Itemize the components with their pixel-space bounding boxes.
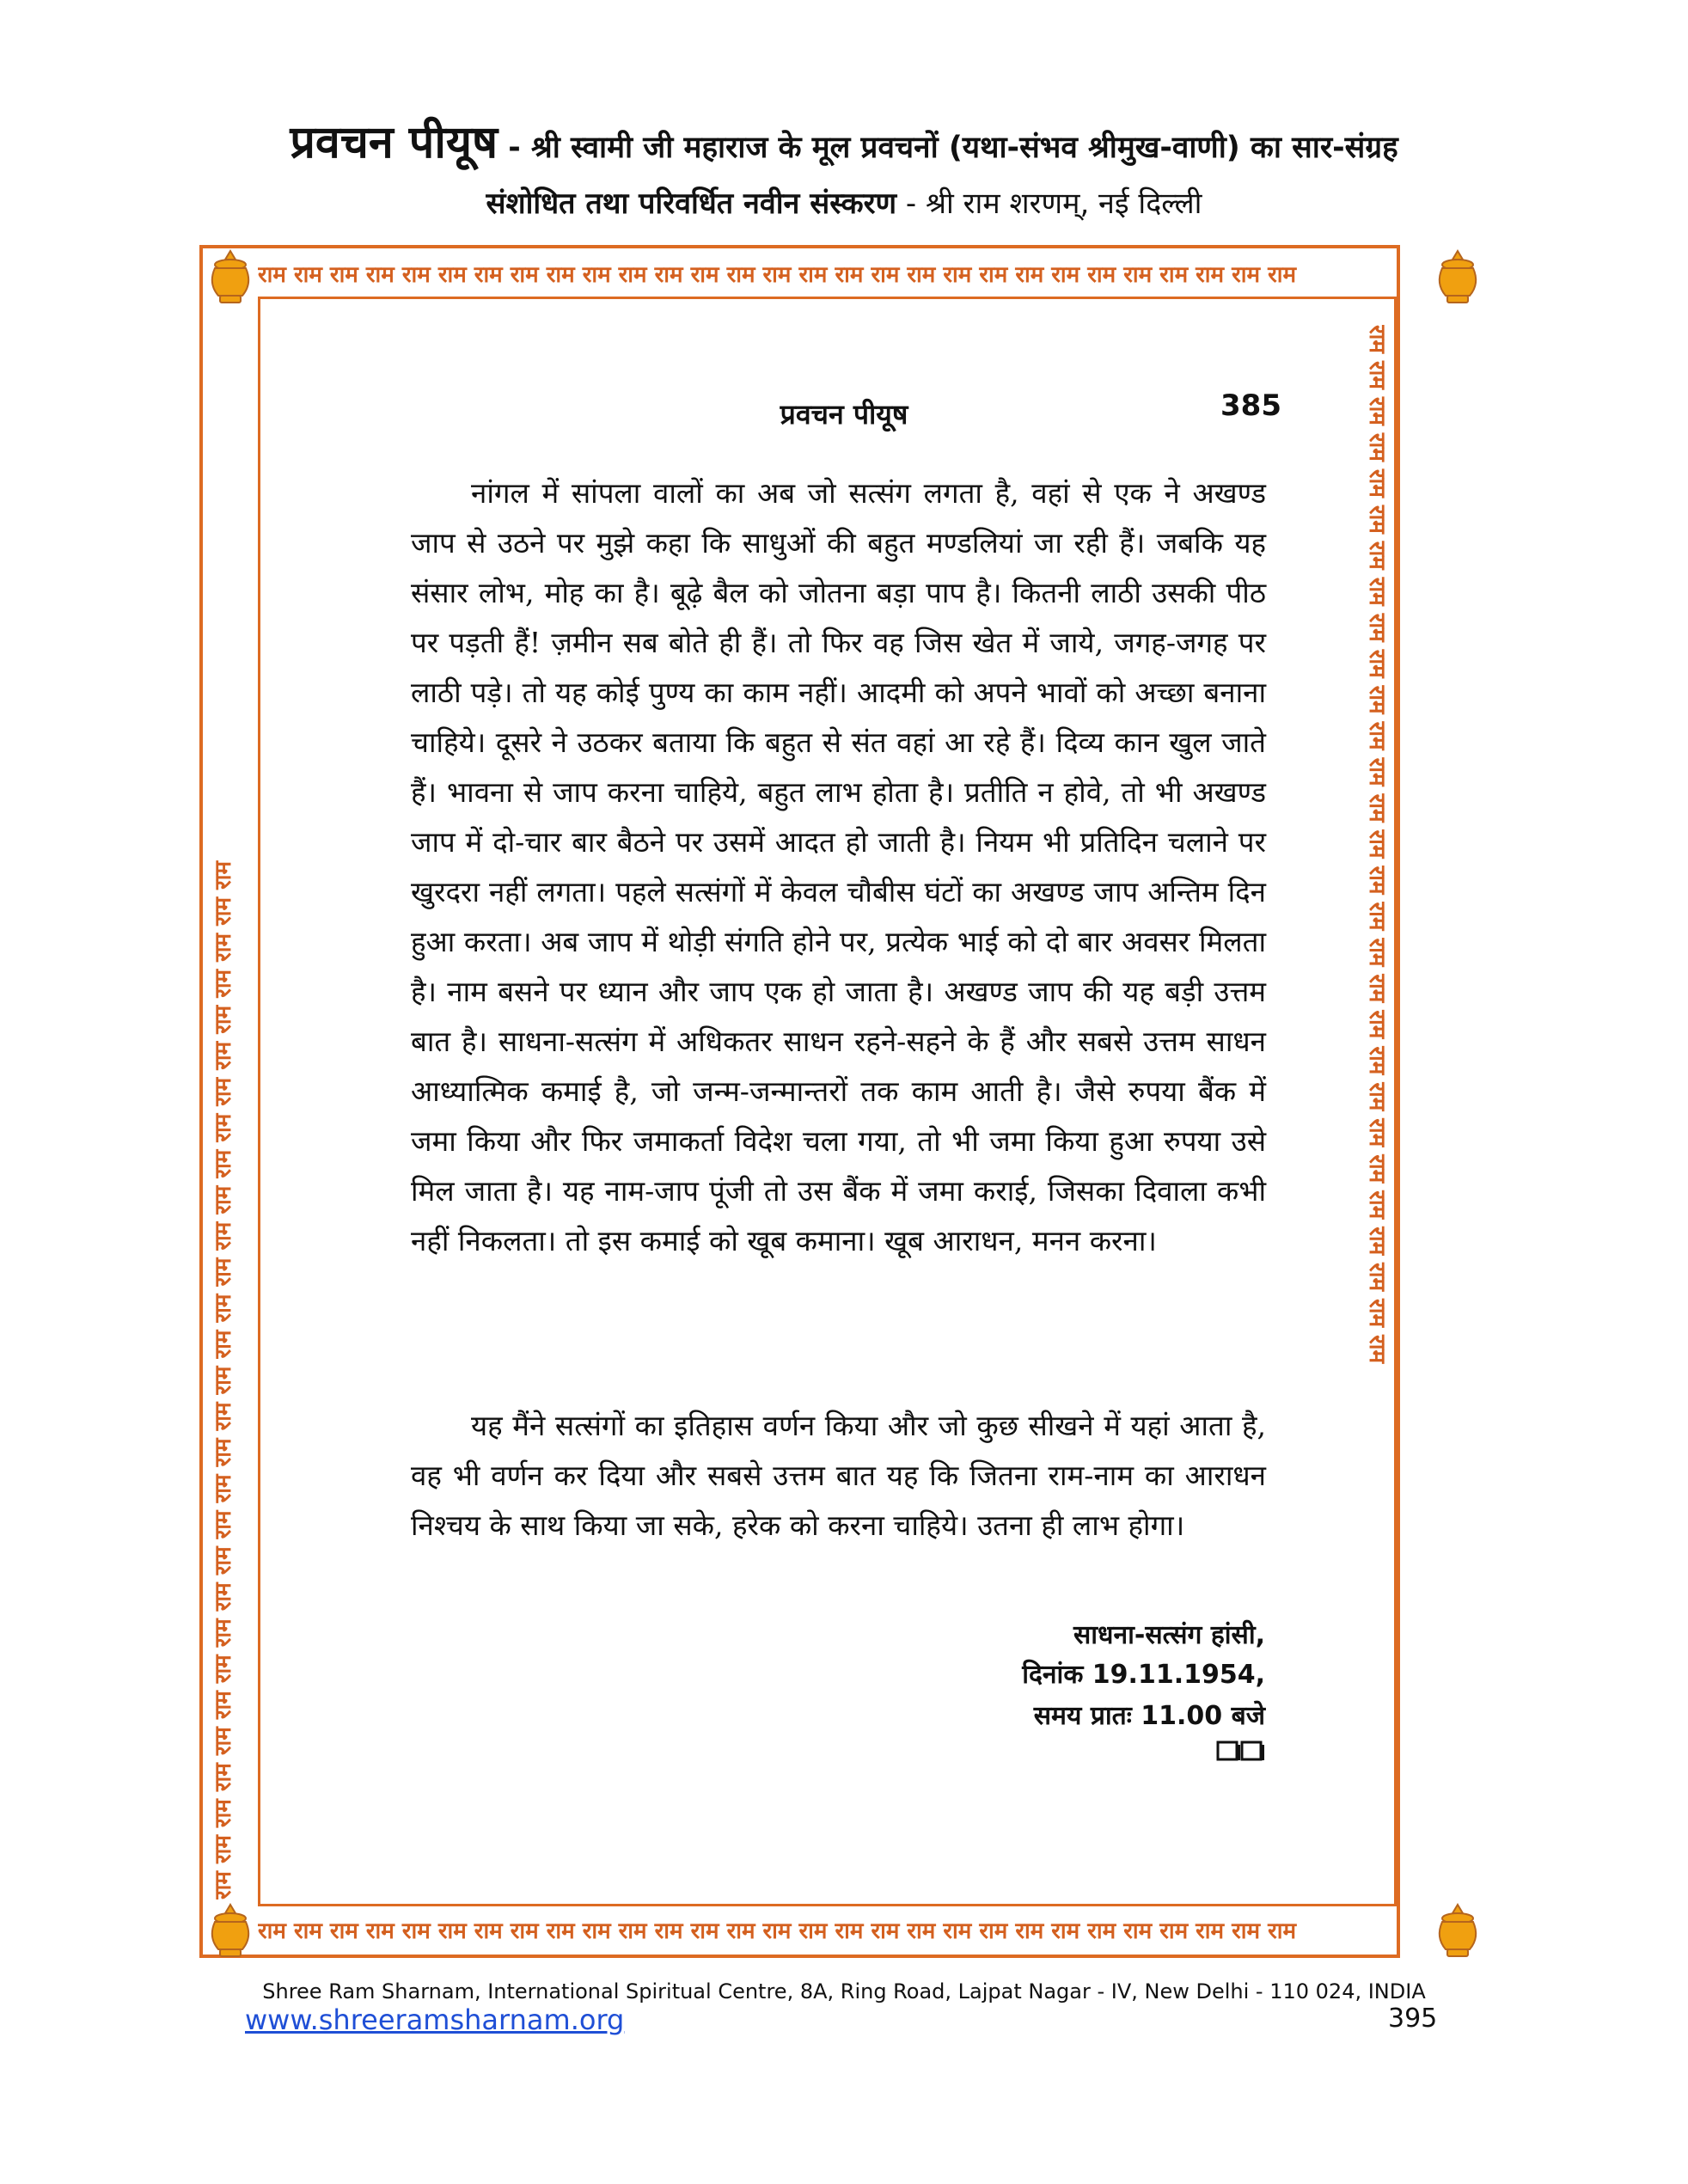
kalash-icon bbox=[1430, 248, 1485, 308]
header-subtitle: - श्री स्वामी जी महाराज के मूल प्रवचनों (यथा-संभव श्रीमुख-वाणी) का सार-संग्रह bbox=[498, 131, 1398, 165]
body-paragraph-2: यह मैंने सत्संगों का इतिहास वर्णन किया और जो कुछ सीखने में यहां आता है, वह भी वर्णन कर दिया और सबसे उत्तम बात यह कि जितना राम-नाम का आराधन निश्चय के साथ किया जा सके, हरेक को करना चाहिये। उतना ही लाभ होगा। bbox=[411, 1409, 1266, 1542]
header-title: प्रवचन पीयूष bbox=[290, 117, 498, 168]
body-paragraph-1: नांगल में सांपला वालों का अब जो सत्संग लगता है, वहां से एक ने अखण्ड जाप से उठने पर मुझे कहा कि साधुओं की बहुत मण्डलियां जा रही हैं। जबकि यह संसार लोभ, मोह का है। बूढ़े बैल को जोतना बड़ा पाप है। कितनी लाठी उसकी पीठ पर पड़ती हैं! ज़मीन सब बोते ही हैं। तो फिर वह जिस खेत में जाये, जगह-जगह पर लाठी पड़े। तो यह कोई पुण्य का काम नहीं। आदमी को अपने भावों को अच्छा बनाना चाहिये। दूसरे ने उठकर बताया कि बहुत से संत वहां आ रहे हैं। दिव्य कान खुल जाते हैं। भावना से जाप करना चाहिये, बहुत लाभ होता है। प्रतीति न होवे, तो भी अखण्ड जाप में दो-चार बार बैठने पर उसमें आदत हो जाती है। नियम भी प्रतिदिन चलाने पर खुरदरा नहीं लगता। पहले सत्संगों में केवल चौबीस घंटों का अखण्ड जाप अन्तिम दिन हुआ करता। अब जाप में थोड़ी संगति होने पर, प्रत्येक भाई को दो बार अवसर मिलता है। नाम बसने पर ध्यान और जाप एक हो जाता है। अखण्ड जाप की यह बड़ी उत्तम बात है। साधना-सत्संग में अधिकतर साधन रहने-सहने के हैं और सबसे उत्तम साधन आध्यात्मिक कमाई है, जो जन्म-जन्मान्तरों तक काम आती है। जैसे रुपया बैंक में जमा किया और फिर जमाकर्ता विदेश चला गया, तो भी जमा किया हुआ रुपया उसे मिल जाता है। यह नाम-जाप पूंजी तो उस बैंक में जमा कराई, जिसका दिवाला कभी नहीं निकलता। तो इस कमाई को खूब कमाना। खूब आराधन, मनन करना। bbox=[411, 476, 1266, 1257]
footer-address: Shree Ram Sharnam, International Spiritual Centre, 8A, Ring Road, Lajpat Nagar - IV, New Delhi - 110 024, INDIA bbox=[262, 1979, 1426, 2004]
signature-place: साधना-सत्संग हांसी, bbox=[1073, 1620, 1265, 1650]
document-header bbox=[0, 110, 1688, 171]
ram-border-right: राम राम राम राम राम राम राम राम राम राम राम राम राम राम राम राम राम राम राम राम राम राम राम राम राम राम राम राम राम bbox=[1364, 325, 1390, 1364]
end-mark-icon bbox=[1215, 1740, 1267, 1762]
footer-page-number: 395 bbox=[1388, 2004, 1438, 2034]
book-page-number: 385 bbox=[1220, 388, 1281, 423]
ram-border-top: राम राम राम राम राम राम राम राम राम राम राम राम राम राम राम राम राम राम राम राम राम राम राम राम राम राम राम राम राम bbox=[258, 262, 1297, 288]
book-page-title: प्रवचन पीयूष bbox=[780, 398, 908, 431]
kalash-icon bbox=[1430, 1901, 1485, 1961]
kalash-icon bbox=[203, 1901, 258, 1961]
ram-border-bottom: राम राम राम राम राम राम राम राम राम राम राम राम राम राम राम राम राम राम राम राम राम राम राम राम राम राम राम राम राम bbox=[258, 1918, 1297, 1944]
publisher-label: - श्री राम शरणम्, नई दिल्ली bbox=[896, 187, 1202, 221]
website-link[interactable]: www.shreeramsharnam.org bbox=[245, 2004, 625, 2036]
ram-border-left: राम राम राम राम राम राम राम राम राम राम राम राम राम राम राम राम राम राम राम राम राम राम राम राम राम राम राम राम राम bbox=[211, 860, 236, 1900]
edition-line bbox=[0, 182, 1688, 222]
signature-date: दिनांक 19.11.1954, bbox=[1022, 1660, 1265, 1690]
signature-time: समय प्रातः 11.00 बजे bbox=[1033, 1701, 1265, 1731]
kalash-icon bbox=[203, 248, 258, 308]
edition-label: संशोधित तथा परिवर्धित नवीन संस्करण bbox=[486, 187, 897, 221]
